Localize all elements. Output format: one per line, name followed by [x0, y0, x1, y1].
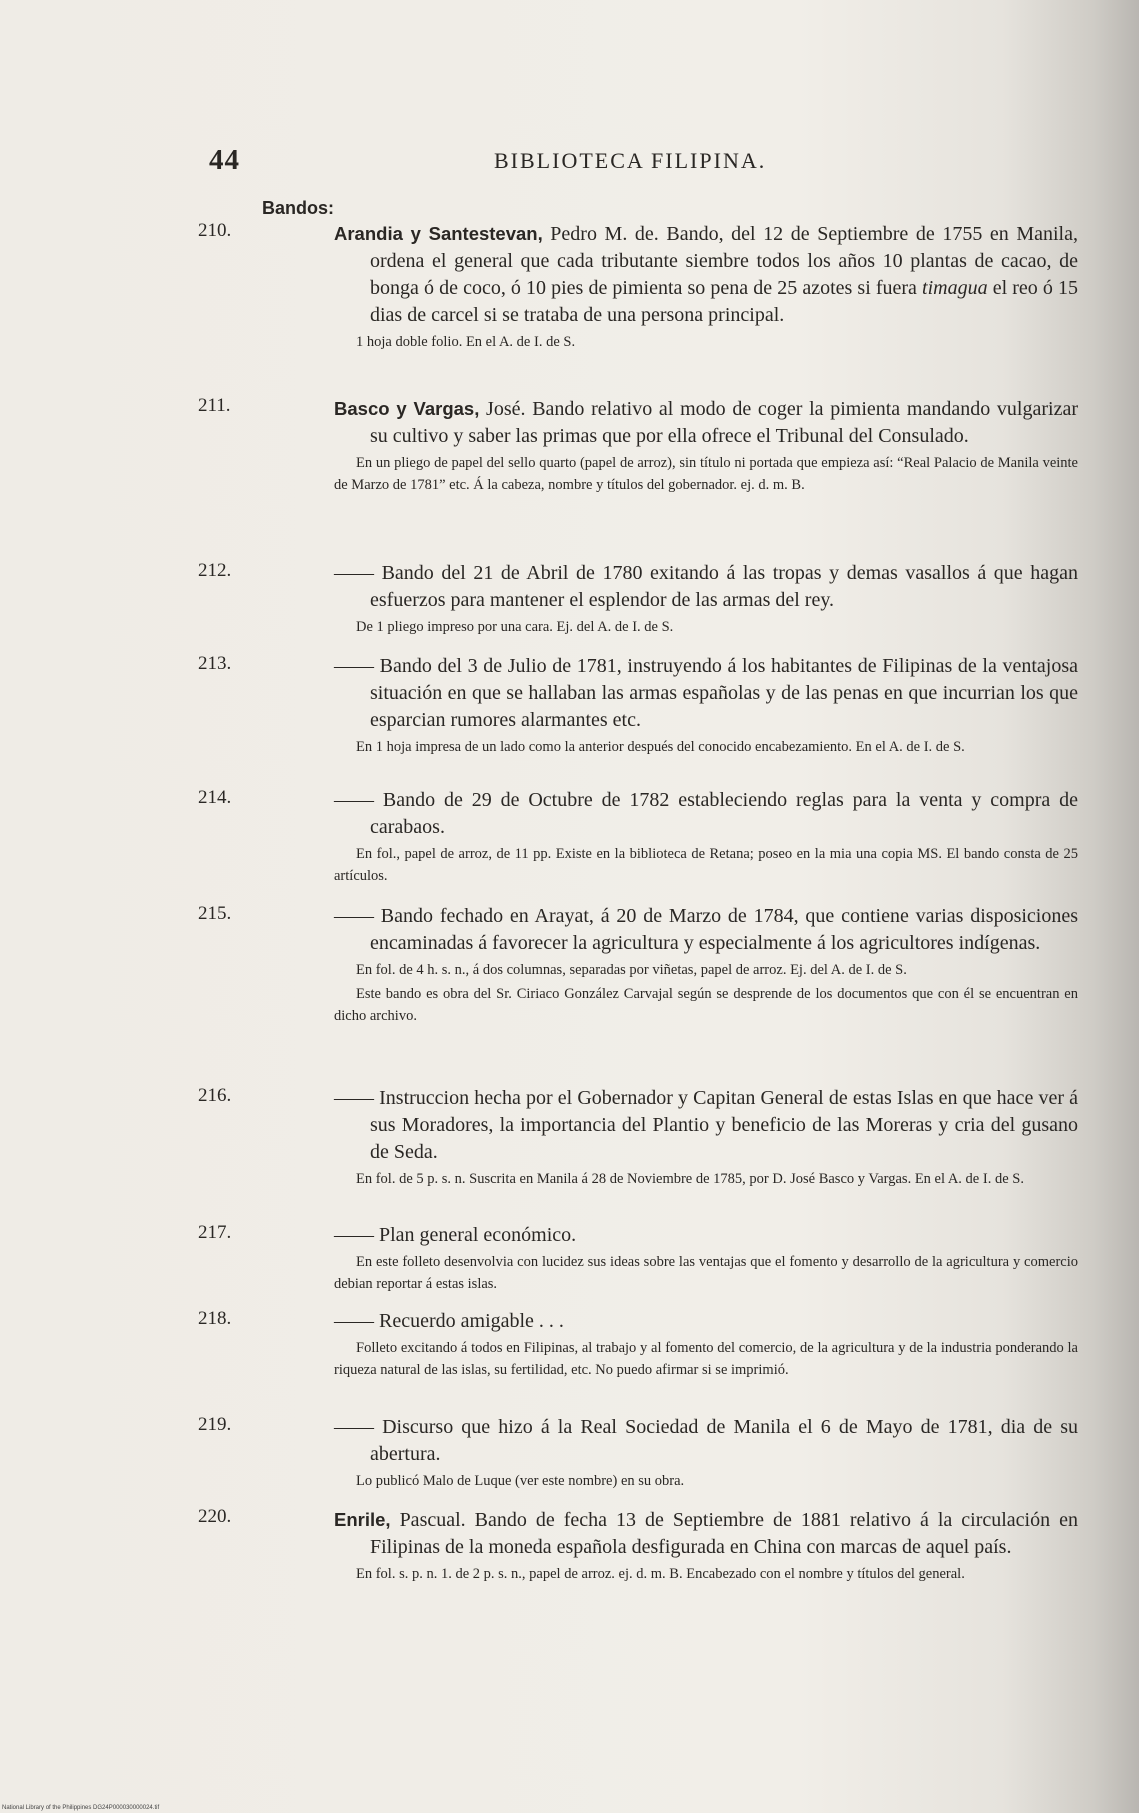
entry-italic-term: timagua: [922, 277, 988, 299]
entry-218: [198, 1308, 1078, 1381]
entry-text: [334, 903, 1078, 957]
entry-text: [334, 1222, 1078, 1249]
entry-220: [198, 1506, 1078, 1585]
ditto-dash: ——: [334, 1416, 374, 1438]
entry-author-forename: Pascual.: [390, 1509, 466, 1531]
entry-author: Basco y Vargas,: [334, 398, 480, 419]
entry-description: Recuerdo amigable . . .: [374, 1310, 564, 1332]
entry-description: Discurso que hizo á la Real Sociedad de Manila el 6 de Mayo de 1781, dia de su abertura.: [370, 1416, 1078, 1465]
entry-number: 213.: [198, 653, 232, 674]
entry-214: [198, 787, 1078, 887]
entry-text: [334, 653, 1078, 734]
entry-note: 1 hoja doble folio. En el A. de I. de S.: [356, 334, 576, 350]
entry-description: Bando relativo al modo de coger la pimienta mandando vulgarizar su cultivo y saber las primas que por ella ofrece el Tribunal del Consulado.: [370, 398, 1078, 447]
entry-212: [198, 560, 1078, 638]
ditto-dash: ——: [334, 655, 374, 677]
entry-text: [334, 1085, 1078, 1166]
entry-note: En fol. s. p. n. 1. de 2 p. s. n., papel de arroz. ej. d. m. B. Encabezado con el nombre y títulos del general.: [356, 1566, 965, 1582]
entry-description: Bando fechado en Arayat, á 20 de Marzo de 1784, que contiene varias disposiciones encaminadas á favorecer la agricultura y especialmente á los agricultores indígenas.: [370, 905, 1078, 954]
entry-description-end: el reo ó 15 dias de carcel si se trataba de una persona principal.: [370, 277, 1078, 326]
entry-description: Instruccion hecha por el Gobernador y Capitan General de estas Islas en que hace ver á sus Moradores, la importancia del Plantio y beneficio de las Moreras y cria del gusano de Seda.: [370, 1087, 1078, 1163]
ditto-dash: ——: [334, 1224, 374, 1246]
section-heading: Bandos:: [262, 198, 334, 218]
entry-number: 215.: [198, 903, 232, 924]
entry-number: 220.: [198, 1506, 232, 1527]
entry-description: Bando de fecha 13 de Septiembre de 1881 relativo á la circulación en Filipinas de la moneda española desfigurada en China con marcas de aquel país.: [370, 1509, 1078, 1558]
entry-215: [198, 903, 1078, 1027]
entry-210: [198, 220, 1078, 353]
entry-note: Lo publicó Malo de Luque (ver este nombre) en su obra.: [356, 1473, 685, 1489]
page-number: 44: [209, 144, 240, 176]
entry-description: Bando del 21 de Abril de 1780 exitando á las tropas y demas vasallos á que hagan esfuerzos para mantener el esplendor de las armas del rey.: [370, 562, 1078, 611]
entry-note: En fol., papel de arroz, de 11 pp. Existe en la biblioteca de Retana; poseo en la mia una copia MS. El bando consta de 25 artículos.: [334, 846, 1078, 884]
entry-note: En 1 hoja impresa de un lado como la anterior después del conocido encabezamiento. En el A. de I. de S.: [356, 739, 965, 755]
entry-author: Arandia y Santestevan,: [334, 223, 543, 244]
entry-author-forename: José.: [479, 398, 526, 420]
entry-note: En un pliego de papel del sello quarto (papel de arroz), sin título ni portada que empieza así: “Real Palacio de Manila veinte de Marzo de 1781” etc. Á la cabeza, nombre y títulos del gobernador. ej. d. m. B.: [334, 455, 1078, 493]
page-header: [209, 144, 1079, 184]
entry-description: Plan general económico.: [374, 1224, 577, 1246]
ditto-dash: ——: [334, 1310, 374, 1332]
entry-text: [334, 1308, 1078, 1335]
entry-description: Bando del 3 de Julio de 1781, instruyendo á los habitantes de Filipinas de la ventajosa situación en que se hallaban las armas españolas y de las penas en que incurrian los que esparcian rumores alarmantes etc.: [370, 655, 1078, 731]
entry-number: 219.: [198, 1414, 232, 1435]
entry-text: [334, 560, 1078, 614]
entry-211: [198, 395, 1078, 496]
entry-number: 218.: [198, 1308, 232, 1329]
entry-author-forename: Pedro M. de.: [542, 223, 659, 245]
entry-note: En este folleto desenvolvia con lucidez sus ideas sobre las ventajas que el fomento y desarrollo de la agricultura y comercio debian reportar á estas islas.: [334, 1254, 1078, 1292]
entry-number: 211.: [198, 395, 231, 416]
entry-note: En fol. de 4 h. s. n., á dos columnas, separadas por viñetas, papel de arroz. Ej. del A. de I. de S.: [356, 962, 907, 978]
entry-number: 216.: [198, 1085, 232, 1106]
entry-note: De 1 pliego impreso por una cara. Ej. del A. de I. de S.: [356, 619, 674, 635]
entry-219: [198, 1414, 1078, 1492]
ditto-dash: ——: [334, 905, 374, 927]
ditto-dash: ——: [334, 562, 374, 584]
entry-number: 212.: [198, 560, 232, 581]
entry-text: [334, 787, 1078, 841]
entry-note: En fol. de 5 p. s. n. Suscrita en Manila á 28 de Noviembre de 1785, por D. José Basco y Vargas. En el A. de I. de S.: [356, 1171, 1024, 1187]
scan-footer: National Library of the Philippines DG24P000030000024.tif: [2, 1805, 160, 1811]
entry-description: Bando, del 12 de Septiembre de 1755 en Manila, ordena el general que cada tributante siembre todos los años 10 plantas de cacao, de bonga ó de coco, ó 10 pies de pimienta so pena de 25 azotes si fuera: [370, 223, 1078, 299]
entry-number: 214.: [198, 787, 232, 808]
entry-note-second: Este bando es obra del Sr. Ciriaco González Carvajal según se desprende de los documentos que con él se encuentran en dicho archivo.: [334, 986, 1078, 1024]
entry-217: [198, 1222, 1078, 1295]
entry-213: [198, 653, 1078, 758]
running-title: BIBLIOTECA FILIPINA.: [494, 148, 767, 173]
entry-description: Bando de 29 de Octubre de 1782 estableciendo reglas para la venta y compra de carabaos.: [370, 789, 1078, 838]
entry-author: Enrile,: [334, 1509, 391, 1530]
entry-number: 217.: [198, 1222, 232, 1243]
entry-text: [334, 1414, 1078, 1468]
entry-text: [334, 220, 1078, 329]
ditto-dash: ——: [334, 789, 374, 811]
entry-216: [198, 1085, 1078, 1190]
entry-number: 210.: [198, 220, 232, 241]
entry-note: Folleto excitando á todos en Filipinas, al trabajo y al fomento del comercio, de la agricultura y de la industria ponderando la riqueza natural de las islas, su fertilidad, etc. No puedo afirmar si se imprimió.: [334, 1340, 1078, 1378]
ditto-dash: ——: [334, 1087, 374, 1109]
entry-text: [334, 1506, 1078, 1561]
entry-text: [334, 395, 1078, 450]
